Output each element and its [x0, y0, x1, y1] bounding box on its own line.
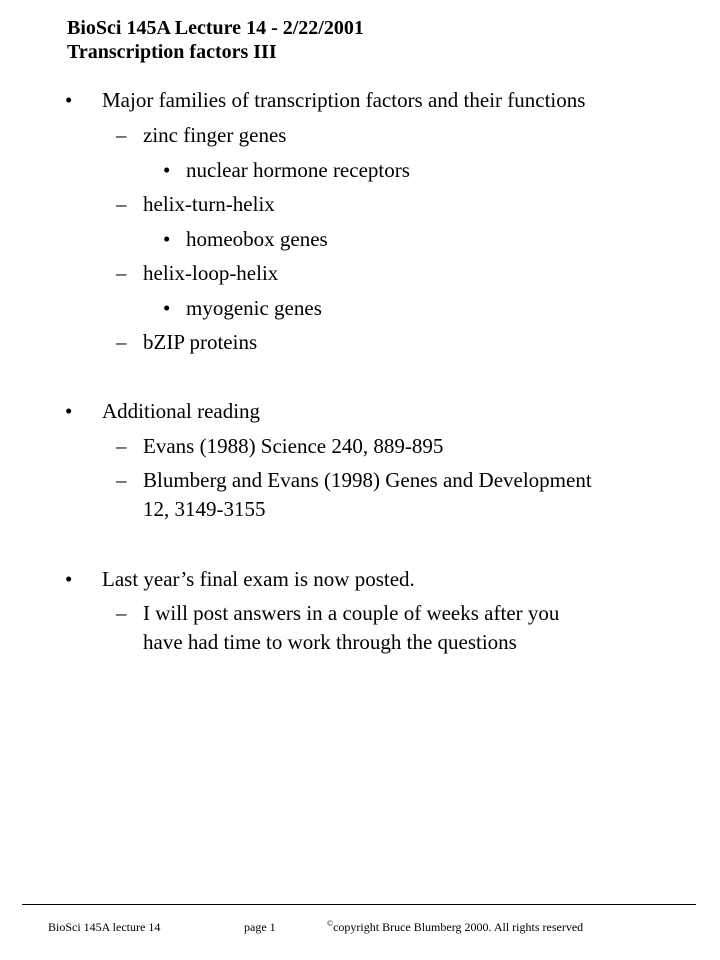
item-nuclear-receptors: • nuclear hormone receptors: [186, 155, 410, 185]
dash-icon: –: [116, 192, 127, 216]
dash-icon: –: [116, 123, 127, 147]
bullet-icon: •: [163, 227, 171, 251]
item-blumberg-reference-cont: 12, 3149-3155: [143, 497, 266, 521]
dash-icon: –: [116, 468, 127, 492]
bullet-icon: •: [163, 296, 171, 320]
bullet-icon: •: [163, 158, 171, 182]
item-homeobox: • homeobox genes: [186, 224, 328, 254]
bullet-additional-reading: • Additional reading: [102, 396, 260, 426]
bullet-icon: •: [65, 567, 73, 591]
item-blumberg-reference: – Blumberg and Evans (1998) Genes and Development: [143, 465, 592, 495]
item-zinc-finger: – zinc finger genes: [143, 120, 286, 150]
bullet-icon: •: [65, 399, 73, 423]
footer-copyright: ©copyright Bruce Blumberg 2000. All rights reserved: [327, 919, 584, 934]
copyright-icon: ©: [327, 919, 334, 928]
item-helix-turn-helix: – helix-turn-helix: [143, 189, 275, 219]
footer-page-number: page 1: [244, 920, 276, 934]
dash-icon: –: [116, 261, 127, 285]
item-myogenic: • myogenic genes: [186, 293, 322, 323]
dash-icon: –: [116, 601, 127, 625]
dash-icon: –: [116, 330, 127, 354]
item-bzip: – bZIP proteins: [143, 327, 257, 357]
title-line-2: Transcription factors III: [67, 41, 277, 63]
title-line-1: BioSci 145A Lecture 14 - 2/22/2001: [67, 17, 364, 39]
footer-course: BioSci 145A lecture 14: [48, 920, 161, 934]
item-evans-reference: – Evans (1988) Science 240, 889-895: [143, 431, 443, 461]
dash-icon: –: [116, 434, 127, 458]
bullet-icon: •: [65, 88, 73, 112]
item-helix-loop-helix: – helix-loop-helix: [143, 258, 278, 288]
item-answers-cont: have had time to work through the questions: [143, 630, 517, 654]
bullet-final-exam: • Last year’s final exam is now posted.: [102, 564, 415, 594]
item-answers: – I will post answers in a couple of weeks after you: [143, 598, 559, 628]
bullet-families: • Major families of transcription factors and their functions: [102, 85, 585, 115]
slide-title: [67, 16, 364, 64]
footer-divider: [22, 904, 696, 905]
